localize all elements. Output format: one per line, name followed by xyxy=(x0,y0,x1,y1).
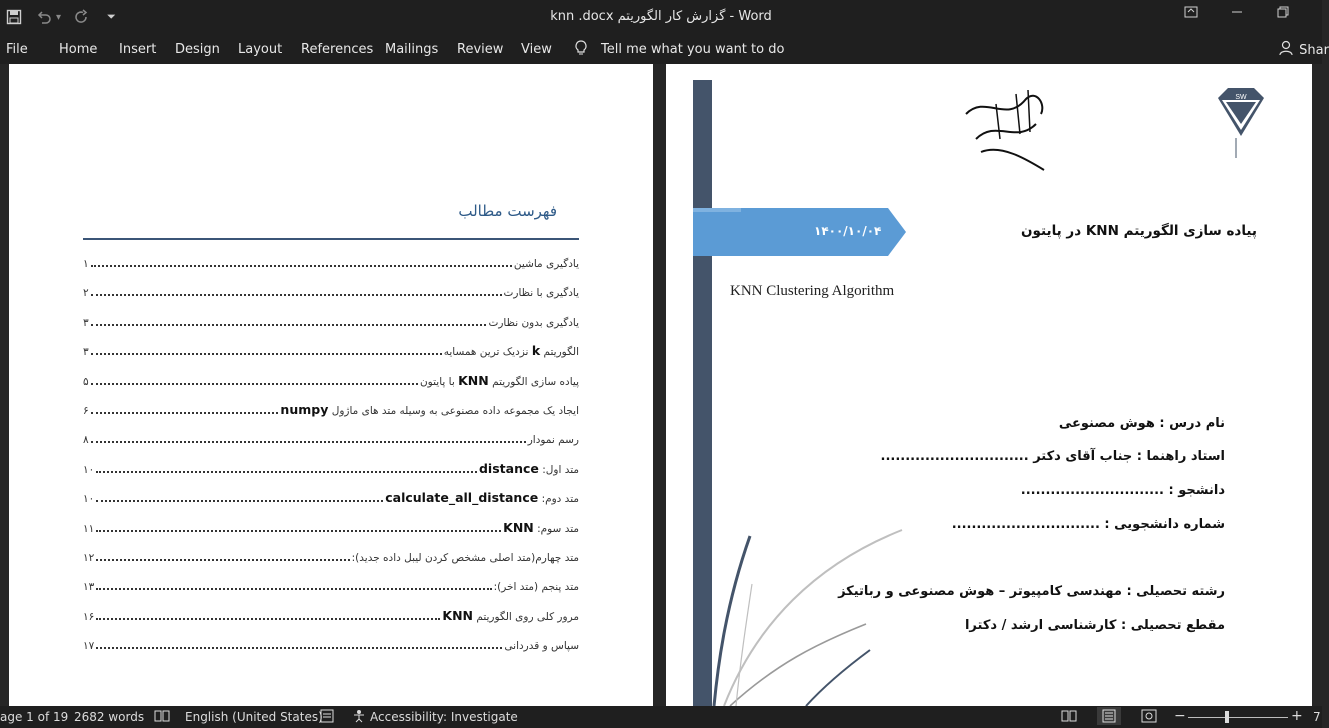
read-mode-button[interactable] xyxy=(1061,709,1077,726)
toc-entry[interactable] xyxy=(83,546,579,564)
toc-entry-text: متد دوم: xyxy=(541,493,579,506)
toc-entry[interactable] xyxy=(83,399,579,417)
toc-entry-title xyxy=(494,581,579,593)
toc-entry-text: یادگیری ماشین xyxy=(513,258,579,270)
toc-heading: فهرست مطالب xyxy=(458,202,557,220)
toc-leader-dots xyxy=(91,383,418,385)
toc-page-number: ۳ xyxy=(83,316,89,329)
toc-leader-dots xyxy=(96,618,440,620)
restore-icon xyxy=(1276,6,1290,18)
toc-entry[interactable] xyxy=(83,605,579,623)
tab-file[interactable]: File xyxy=(6,42,28,57)
toc-leader-dots xyxy=(96,530,501,532)
word-count[interactable]: 2682 words xyxy=(74,710,145,724)
toc-divider xyxy=(83,238,579,240)
tab-view[interactable]: View xyxy=(521,42,552,57)
tab-mailings[interactable]: Mailings xyxy=(385,42,439,57)
toc-page-number: ۱۶ xyxy=(83,610,95,623)
toc-leader-dots xyxy=(91,441,526,443)
toc-entry-title xyxy=(442,608,579,623)
toc-entry-title xyxy=(352,552,579,564)
minimize-button[interactable] xyxy=(1222,6,1252,26)
toc-entry[interactable] xyxy=(83,634,579,652)
print-layout-icon xyxy=(1101,709,1117,723)
toc-leader-dots xyxy=(96,500,383,502)
toc-page-number: ۱۳ xyxy=(83,581,95,594)
toc-entry-title xyxy=(479,461,579,476)
lightbulb-icon xyxy=(574,40,588,60)
toc-entry-title xyxy=(280,402,579,417)
ribbon-display-options-button[interactable] xyxy=(1176,6,1206,26)
window-title: knn .docx گزارش کار الگوریتم - Word xyxy=(550,9,772,24)
zoom-slider[interactable] xyxy=(1188,717,1288,718)
toc-page-number: ۱۷ xyxy=(83,640,95,653)
advisor-name: استاد راهنما : جناب آقای دکتر .............................. xyxy=(880,449,1225,464)
proofing-icon[interactable] xyxy=(154,709,170,726)
english-subtitle: KNN Clustering Algorithm xyxy=(730,283,895,299)
toc-entry[interactable] xyxy=(83,575,579,593)
ribbon-display-icon xyxy=(1184,6,1198,18)
toc-leader-dots xyxy=(91,353,442,355)
toc-entry-text: متد چهارم(متد اصلی مشخص کردن لیبل داده جدید): xyxy=(351,552,579,564)
toc-leader-dots xyxy=(91,265,512,267)
toc-entry-text: متد اول: xyxy=(542,463,579,476)
toc-entry-title xyxy=(503,520,579,535)
field-of-study: رشته تحصیلی : مهندسی کامپیوتر – هوش مصنوعی و رباتیکز xyxy=(838,584,1225,599)
toc-entry-title xyxy=(514,258,579,270)
status-bar xyxy=(0,706,1322,728)
tab-review[interactable]: Review xyxy=(457,42,504,57)
toc-entry-keyword: calculate_all_distance xyxy=(385,490,539,506)
page-cover[interactable] xyxy=(666,64,1312,706)
toc-entry-text: متد سوم: xyxy=(537,522,579,535)
toc-leader-dots xyxy=(96,471,477,473)
toc-entry-text: متد پنجم (متد اخر): xyxy=(493,581,579,594)
person-icon xyxy=(1279,40,1293,60)
page-count[interactable]: age 1 of 19 xyxy=(0,710,69,724)
toc-entry-text: سپاس و قدردانی xyxy=(504,640,579,653)
toc-leader-dots xyxy=(96,647,502,649)
print-layout-button[interactable] xyxy=(1097,707,1121,725)
tab-references[interactable]: References xyxy=(301,42,374,57)
toc-page-number: ۱۰ xyxy=(83,493,95,506)
web-layout-button[interactable] xyxy=(1141,709,1157,726)
tab-insert[interactable]: Insert xyxy=(119,42,157,57)
calligraphy-bismillah-icon xyxy=(956,84,1056,174)
toc-entry-keyword: k xyxy=(531,343,541,359)
toc-entry-title xyxy=(385,490,579,505)
cover-date: ۱۴۰۰/۱۰/۰۴ xyxy=(814,224,882,238)
toc-entry-keyword: KNN xyxy=(442,607,473,623)
toc-leader-dots xyxy=(96,588,491,590)
toc-entry-title xyxy=(420,373,579,388)
toc-entry-keyword: KNN xyxy=(503,519,534,535)
toc-entry[interactable] xyxy=(83,281,579,299)
toc-entry[interactable] xyxy=(83,458,579,476)
toc-entry[interactable] xyxy=(83,311,579,329)
toc-entry-text-after: نزدیک ترین همسایه xyxy=(443,346,529,359)
toc-entry-text: رسم نمودار xyxy=(527,434,579,447)
toc-page-number: ۳ xyxy=(83,346,89,359)
tab-layout[interactable]: Layout xyxy=(238,42,283,57)
tab-design[interactable]: Design xyxy=(175,42,220,57)
ribbon-tab-bar xyxy=(0,34,1329,64)
accessibility-icon xyxy=(352,709,366,726)
zoom-level[interactable]: 7 xyxy=(1313,710,1321,724)
toc-page-number: ۸ xyxy=(83,434,89,447)
web-layout-icon xyxy=(1141,709,1157,723)
language-indicator[interactable]: English (United States) xyxy=(185,710,323,724)
toc-entry[interactable] xyxy=(83,340,579,358)
toc-entry-keyword: KNN xyxy=(458,372,489,388)
student-id: شماره دانشجویی : .............................. xyxy=(951,517,1225,532)
toc-leader-dots xyxy=(91,324,487,326)
course-name: نام درس : هوش مصنوعی xyxy=(1058,416,1225,431)
diamond-logo-icon xyxy=(1214,86,1268,166)
share-button[interactable] xyxy=(1279,40,1329,60)
toc-page-number: ۲ xyxy=(83,287,89,300)
toc-entry[interactable] xyxy=(83,487,579,505)
toc-entry[interactable] xyxy=(83,428,579,446)
toc-leader-dots xyxy=(91,412,279,414)
toc-page-number: ۵ xyxy=(83,375,89,388)
student-name: دانشجو : ............................. xyxy=(1020,483,1225,498)
toc-entry-text: یادگیری بدون نظارت xyxy=(488,316,579,329)
tell-me-search[interactable]: Tell me what you want to do xyxy=(601,42,785,57)
svg-text:SW: SW xyxy=(1235,94,1247,101)
toc-entry-text: الگوریتم xyxy=(543,346,579,359)
minimize-icon xyxy=(1230,6,1244,18)
toc-page-number: ۱ xyxy=(83,258,89,270)
degree-level: مقطع تحصیلی : کارشناسی ارشد / دکترا xyxy=(964,618,1225,633)
title-bar xyxy=(0,0,1322,34)
toc-page-number: ۱۰ xyxy=(83,463,95,476)
read-mode-icon xyxy=(1061,709,1077,723)
toc-leader-dots xyxy=(96,559,349,561)
toc-entry-text: پیاده سازی الگوریتم xyxy=(492,375,579,388)
document-workspace[interactable] xyxy=(0,64,1322,706)
customize-icon: ⏷ xyxy=(107,10,116,23)
toc-page-number: ۶ xyxy=(83,405,89,417)
toc-entry-text: مرور کلی روی الگوریتم xyxy=(476,610,579,623)
zoom-in-button[interactable]: + xyxy=(1291,708,1303,724)
toc-entry[interactable] xyxy=(83,517,579,535)
toc-leader-dots xyxy=(91,294,502,296)
toc-entry-title xyxy=(488,317,579,329)
toc-page-number: ۱۱ xyxy=(83,522,95,535)
toc-entry[interactable] xyxy=(83,252,579,270)
toc-entry-text: یادگیری با نظارت xyxy=(503,287,579,300)
toc-entry-title xyxy=(444,343,579,358)
toc-entry-title xyxy=(504,640,579,652)
share-label: Shar xyxy=(1299,42,1329,58)
toc-entry-title xyxy=(528,434,579,446)
tab-home[interactable]: Home xyxy=(59,42,98,57)
toc-entry-keyword: distance xyxy=(478,460,539,476)
project-title: پیاده سازی الگوریتم KNN در پایتون xyxy=(1021,223,1257,239)
toc-page-number: ۱۲ xyxy=(83,552,95,564)
toc-entry-title xyxy=(504,287,579,299)
page-toc[interactable] xyxy=(9,64,653,706)
chevron-down-icon: ▾ xyxy=(56,11,62,23)
zoom-slider-thumb[interactable] xyxy=(1225,711,1229,723)
toc-entry-text: ایجاد یک مجموعه داده مصنوعی به وسیله متد های ماژول xyxy=(331,405,579,417)
restore-button[interactable] xyxy=(1268,6,1298,26)
cover-sidebar-band xyxy=(693,80,712,706)
toc-entry-text-after: با پایتون xyxy=(419,375,455,388)
toc-entry[interactable] xyxy=(83,370,579,388)
macro-icon[interactable] xyxy=(320,709,334,726)
toc-entry-keyword: numpy xyxy=(280,402,329,417)
accessibility-status[interactable]: Accessibility: Investigate xyxy=(370,710,518,724)
zoom-out-button[interactable]: − xyxy=(1174,708,1186,724)
